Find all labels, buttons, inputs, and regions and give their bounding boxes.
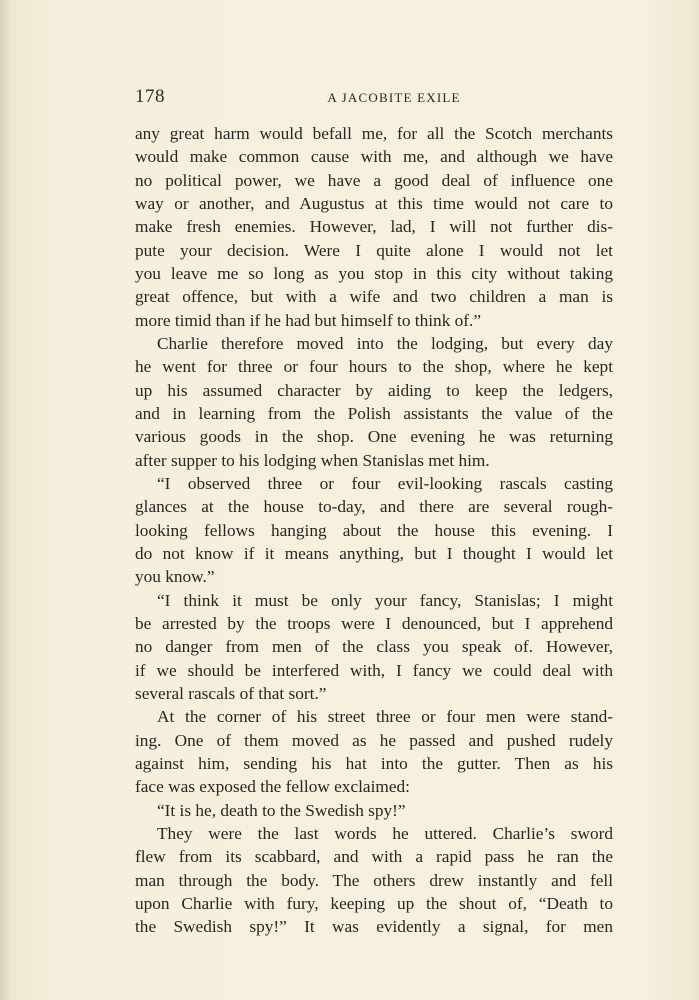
text-line: At the corner of his street three or four men were stand- [157, 707, 613, 727]
text-line: face was exposed the fellow exclaimed: [135, 777, 410, 797]
running-title: A JACOBITE EXILE [327, 90, 461, 105]
text-line: he went for three or four hours to the shop, where he kept [135, 357, 613, 377]
text-line: you know.” [135, 567, 215, 587]
text-line: Charlie therefore moved into the lodging, but every day [157, 333, 613, 353]
text-line: against him, sending his hat into the gutter. Then as his [135, 753, 613, 773]
text-line: and in learning from the Polish assistants the value of the [135, 403, 613, 423]
text-line: man through the body. The others drew instantly and fell [135, 870, 613, 890]
text-line: more timid than if he had but himself to think of.” [135, 310, 482, 330]
text-line: flew from its scabbard, and with a rapid pass he ran the [135, 847, 613, 867]
text-line: upon Charlie with fury, keeping up the shout of, “Death to [135, 893, 613, 913]
text-line: looking fellows hanging about the house this evening. I [135, 520, 613, 540]
page-header [135, 86, 613, 110]
text-line: several rascals of that sort.” [135, 683, 327, 703]
page-gutter-shadow [0, 0, 10, 1000]
text-line: if we should be interfered with, I fancy we could deal with [135, 660, 613, 680]
text-line: do not know if it means anything, but I thought I would let [135, 543, 613, 563]
text-line: way or another, and Augustus at this time would not care to [135, 193, 613, 213]
text-line: no political power, we have a good deal of influence one [135, 170, 613, 190]
text-line: after supper to his lodging when Stanislas met him. [135, 450, 490, 470]
page-number: 178 [135, 86, 165, 107]
text-line: “I observed three or four evil-looking rascals casting [157, 473, 613, 493]
text-line: They were the last words he uttered. Charlie’s sword [157, 823, 613, 843]
text-line: “It is he, death to the Swedish spy!” [157, 800, 406, 820]
text-line: the Swedish spy!” It was evidently a signal, for men [135, 917, 613, 937]
text-line: make fresh enemies. However, lad, I will not further dis- [135, 217, 613, 237]
text-line: up his assumed character by aiding to keep the ledgers, [135, 380, 613, 400]
text-line: “I think it must be only your fancy, Stanislas; I might [157, 590, 613, 610]
text-line: great offence, but with a wife and two children a man is [135, 287, 613, 307]
text-line: glances at the house to-day, and there are several rough- [135, 497, 613, 517]
text-line: would make common cause with me, and although we have [135, 147, 613, 167]
body-text [135, 122, 613, 938]
text-line: any great harm would befall me, for all the Scotch merchants [135, 124, 613, 143]
text-line: ing. One of them moved as he passed and pushed rudely [135, 730, 613, 750]
text-line: pute your decision. Were I quite alone I would not let [135, 240, 613, 260]
text-line: various goods in the shop. One evening he was returning [135, 427, 613, 447]
text-line: you leave me so long as you stop in this city without taking [135, 263, 613, 283]
text-line: no danger from men of the class you speak of. However, [135, 637, 613, 657]
text-line: be arrested by the troops were I denounced, but I apprehend [135, 613, 613, 633]
